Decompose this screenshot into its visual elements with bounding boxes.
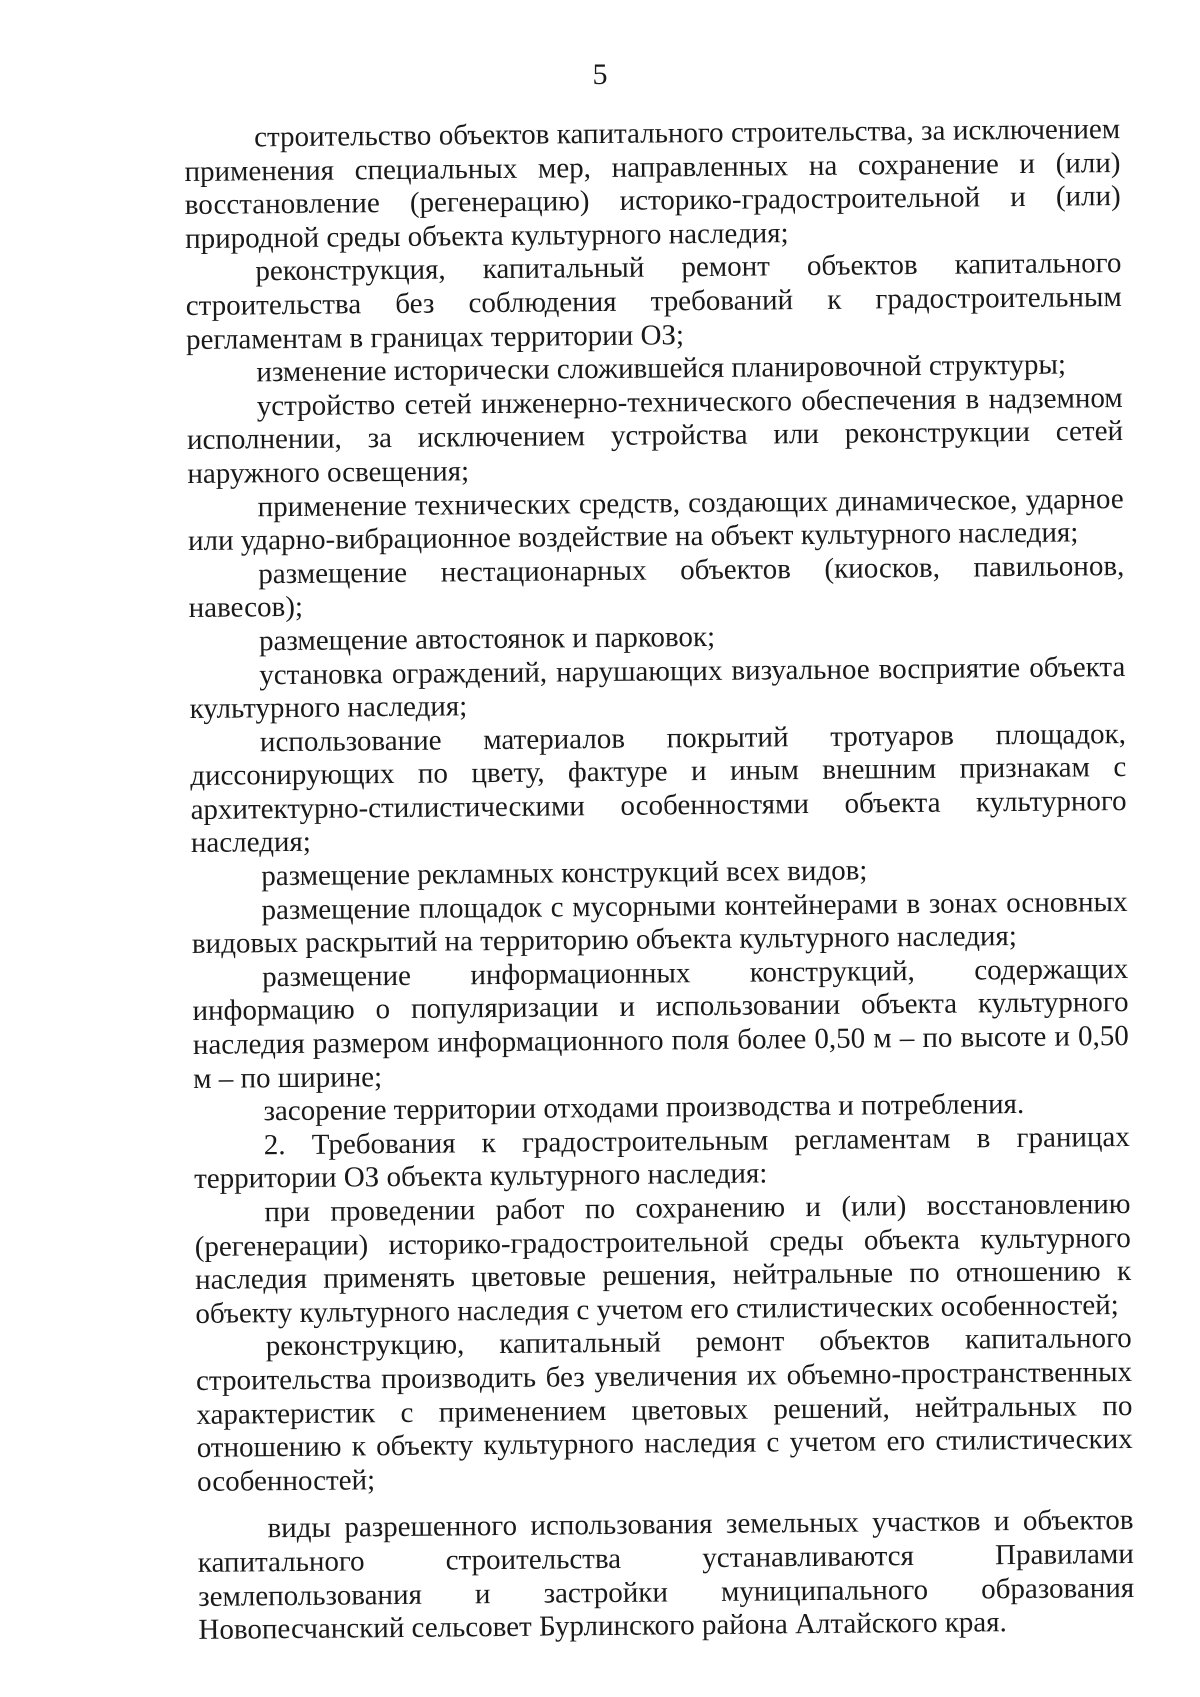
paragraph-restriction-utility-networks: устройство сетей инженерно-технического обеспечения в надземном исполнении, за исключением устройства или реконструкции сетей наружного освещения;	[186, 381, 1124, 490]
paragraph-restriction-capital-construction: строительство объектов капитального строительства, за исключением применения специальных мер, направленных на сохранение и (или) восстановление (регенерацию) историко-градостроительной и (или) природной среды объекта культурного наследия;	[184, 113, 1121, 255]
paragraph-requirement-color-solutions: при проведении работ по сохранению и (или) восстановлению (регенерации) историко-градостроительной среды объекта культурного наследия применять цветовые решения, нейтральные по отношению к объекту культурного наследия с учетом его стилистических особенностей;	[194, 1187, 1132, 1330]
paragraph-restriction-waste-containers: размещение площадок с мусорными контейнерами в зонах основных видовых раскрытий на территорию объекта культурного наследия;	[191, 885, 1128, 961]
page-number: 5	[592, 58, 608, 91]
paragraph-requirement-reconstruction: реконструкцию, капитальный ремонт объектов капитального строительства производить без увеличения их объемно-пространственных характеристик с применением цветовых решений, нейтральных по отношению к объекту культурного наследия с учетом его стилистических особенностей;	[195, 1322, 1133, 1498]
paragraph-restriction-vibration: применение технических средств, создающих динамическое, ударное или ударно-вибрационное воздействие на объект культурного наследия;	[187, 482, 1124, 558]
paragraph-restriction-advertising: размещение рекламных конструкций всех видов;	[261, 854, 868, 893]
paragraph-restriction-littering: засорение территории отходами производства и потребления.	[263, 1088, 1025, 1128]
paragraph-restriction-kiosks: размещение нестационарных объектов (киосков, павильонов, навесов);	[188, 549, 1125, 625]
document-body	[184, 113, 1135, 1648]
paragraph-section-2-heading: 2. Требования к градостроительным регламентам в границах территории ОЗ объекта культурного наследия:	[193, 1120, 1130, 1196]
paragraph-restriction-fences: установка ограждений, нарушающих визуальное восприятие объекта культурного наследия;	[189, 650, 1126, 726]
paragraph-restriction-planning-structure: изменение исторически сложившейся планировочной структуры;	[256, 348, 1067, 389]
paragraph-restriction-parking: размещение автостоянок и парковок;	[258, 620, 716, 658]
paragraph-restriction-paving-materials: использование материалов покрытий тротуаров площадок, диссонирующих по цвету, фактуре и иным внешним признакам с архитектурно-стилистическими особенностями объекта культурного наследия;	[190, 717, 1127, 860]
paragraph-requirement-permitted-use: виды разрешенного использования земельных участков и объектов капитального строительства устанавливаются Правилами землепользования и застройки муниципального образования Новопесчанский сельсовет Бурлинского района Алтайского края.	[197, 1504, 1135, 1647]
paragraph-restriction-reconstruction: реконструкция, капитальный ремонт объектов капитального строительства без соблюдения требований к градостроительным регламентам в границах территории ОЗ;	[185, 247, 1122, 356]
paragraph-restriction-information-signs: размещение информационных конструкций, содержащих информацию о популяризации и использовании объекта культурного наследия размером информационного поля более 0,50 м – по высоте и 0,50 м – по ширине;	[192, 952, 1129, 1095]
